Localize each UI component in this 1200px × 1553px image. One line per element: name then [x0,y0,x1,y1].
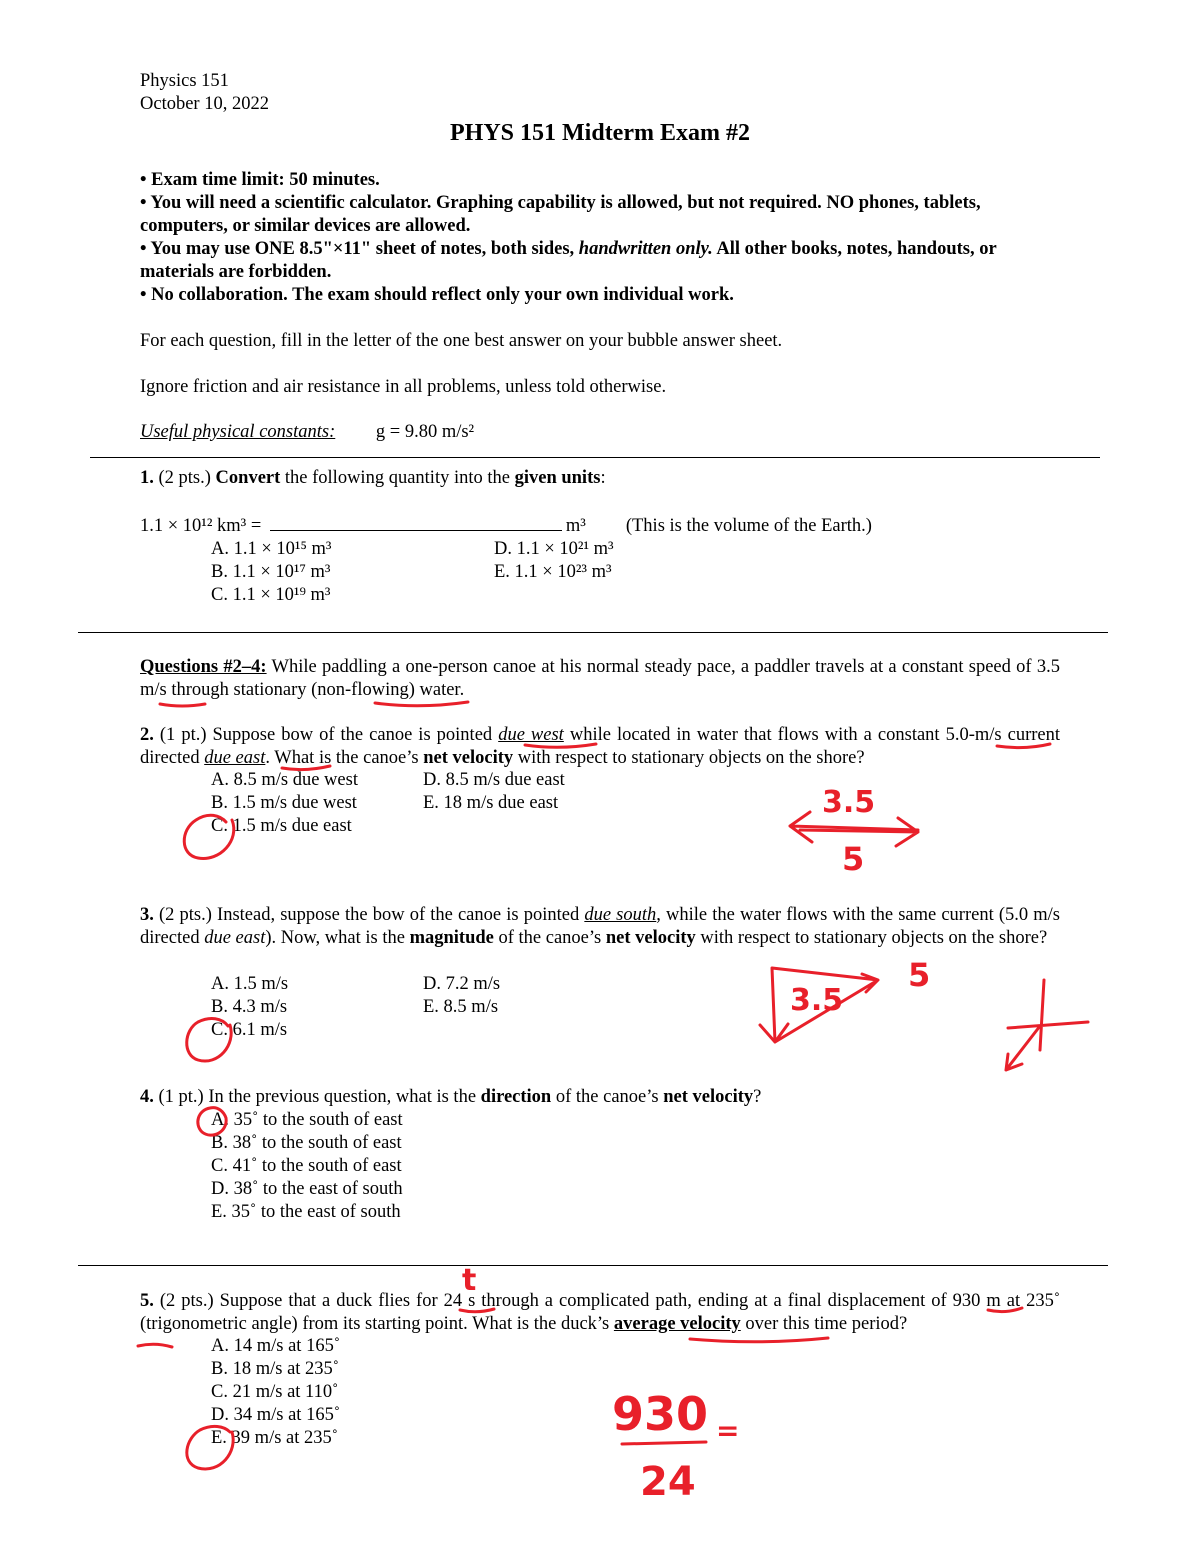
q1-option-b: B. 1.1 × 10¹⁷ m³ [211,562,331,582]
q4-option-c: C. 41˚ to the south of east [211,1156,402,1176]
q5-option-e: E. 39 m/s at 235˚ [211,1428,338,1448]
question-2: 2. (1 pt.) Suppose bow of the canoe is pointed due west while located in water that flows with a constant 5.0-m/s current directed due east. What is the canoe’s net velocity with respect to stationary objects on the shore? [140,725,1060,768]
q4-options [211,1109,403,1224]
q2-option-c: C. 1.5 m/s due east [211,816,352,836]
q5-options [211,1335,340,1450]
exam-rules [140,169,1060,307]
question-4: 4. (1 pt.) In the previous question, what is the direction of the canoe’s net velocity? [140,1087,762,1107]
hw-t: t [462,1263,477,1298]
q1-option-c: C. 1.1 × 10¹⁹ m³ [211,585,331,605]
q5-option-d: D. 34 m/s at 165˚ [211,1405,340,1425]
underline-speed [160,704,205,706]
q4-option-b: B. 38˚ to the south of east [211,1133,402,1153]
q2-options-left [211,769,358,838]
q2-option-d: D. 8.5 m/s due east [423,770,565,790]
exam-date: October 10, 2022 [140,94,269,114]
question-3: 3. (2 pts.) Instead, suppose the bow of the canoe is pointed due south, while the water flows with the same current (5.0 m/s directed due east). Now, what is the magnitude of the canoe’s net velocity with respect to stationary objects on the shore? [140,905,1060,948]
underline-235 [138,1344,172,1347]
q1-options-left [211,538,331,607]
q2-option-b: B. 1.5 m/s due west [211,793,357,813]
divider [90,457,1100,458]
q4-option-e: E. 35˚ to the east of south [211,1202,401,1222]
rule-time-limit: • Exam time limit: 50 minutes. [140,170,380,190]
answer-blank [270,514,562,531]
questions-2-4-intro: Questions #2–4: While paddling a one-person canoe at his normal steady pace, a paddler travels at a constant speed of 3.5 m/s through stationary (non-flowing) water. [140,657,1060,700]
rule-notes: • You may use ONE 8.5"×11" sheet of notes, both sides, handwritten only. All other books, notes, handouts, or materials are forbidden. [140,239,997,282]
q1-option-d: D. 1.1 × 10²¹ m³ [494,539,614,559]
constants-line [140,421,1060,444]
underline-stationary [375,702,468,706]
q5-option-b: B. 18 m/s at 235˚ [211,1359,339,1379]
q2-options-right [423,769,565,815]
q5-option-a: A. 14 m/s at 165˚ [211,1336,340,1356]
divider [78,632,1108,633]
question-1: 1. (2 pts.) Convert the following quantity into the given units: [140,468,606,488]
q3-option-b: B. 4.3 m/s [211,997,288,1017]
q3-options-right [423,973,500,1019]
hw-triangle-5: 5 [908,956,931,994]
q3-option-a: A. 1.5 m/s [211,974,289,994]
header [140,70,1060,116]
q3-option-e: E. 8.5 m/s [423,997,499,1017]
hw-24: 24 [640,1459,696,1505]
constants-value: g = 9.80 m/s² [375,422,475,442]
q2-option-e: E. 18 m/s due east [423,793,559,813]
q5-option-c: C. 21 m/s at 110˚ [211,1382,339,1402]
fraction-bar [622,1442,706,1444]
rule-calculator: • You will need a scientific calculator. Graphing capability is allowed, but not required. NO phones, tablets, computers, or similar devices are allowed. [140,193,981,236]
hw-5-label: 5 [842,840,865,878]
hw-930: 930 [612,1387,709,1441]
q3-option-d: D. 7.2 m/s [423,974,501,994]
q4-option-a: A. 35˚ to the south of east [211,1110,403,1130]
hw-3-5-label: 3.5 [822,785,876,820]
right-arrow-sketch [800,818,918,846]
vector-triangle [760,968,878,1042]
q1-option-a: A. 1.1 × 10¹⁵ m³ [211,539,332,559]
divider [78,1265,1108,1266]
hw-triangle-3-5: 3.5 [790,983,844,1018]
rule-collaboration: • No collaboration. The exam should reflect only your own individual work. [140,285,734,305]
constants-label: Useful physical constants: [140,422,336,442]
question-5: 5. (2 pts.) Suppose that a duck flies for 24 s through a complicated path, ending at a final displacement of 930 m at 235˚ (trigonometric angle) from its starting point. What is the duck’s average velocity over this time period? [140,1291,1060,1334]
instruction-fill: For each question, fill in the letter of the one best answer on your bubble answer sheet. [140,331,783,351]
hw-equals: = [716,1414,740,1447]
q1-option-e: E. 1.1 × 10²³ m³ [494,562,612,582]
course-name: Physics 151 [140,71,229,91]
instruction-ignore: Ignore friction and air resistance in all problems, unless told otherwise. [140,377,667,397]
compass-sketch [1006,980,1088,1070]
q2-option-a: A. 8.5 m/s due west [211,770,358,790]
q4-option-d: D. 38˚ to the east of south [211,1179,403,1199]
q3-options-left [211,973,288,1042]
q1-options-right [494,538,614,584]
q3-option-c: C. 6.1 m/s [211,1020,288,1040]
question-1-expression: 1.1 × 10¹² km³ = m³ (This is the volume of the Earth.) [140,516,872,536]
page-title: PHYS 151 Midterm Exam #2 [450,120,750,146]
underline-average-velocity [690,1338,828,1342]
left-arrow-sketch [790,812,918,842]
